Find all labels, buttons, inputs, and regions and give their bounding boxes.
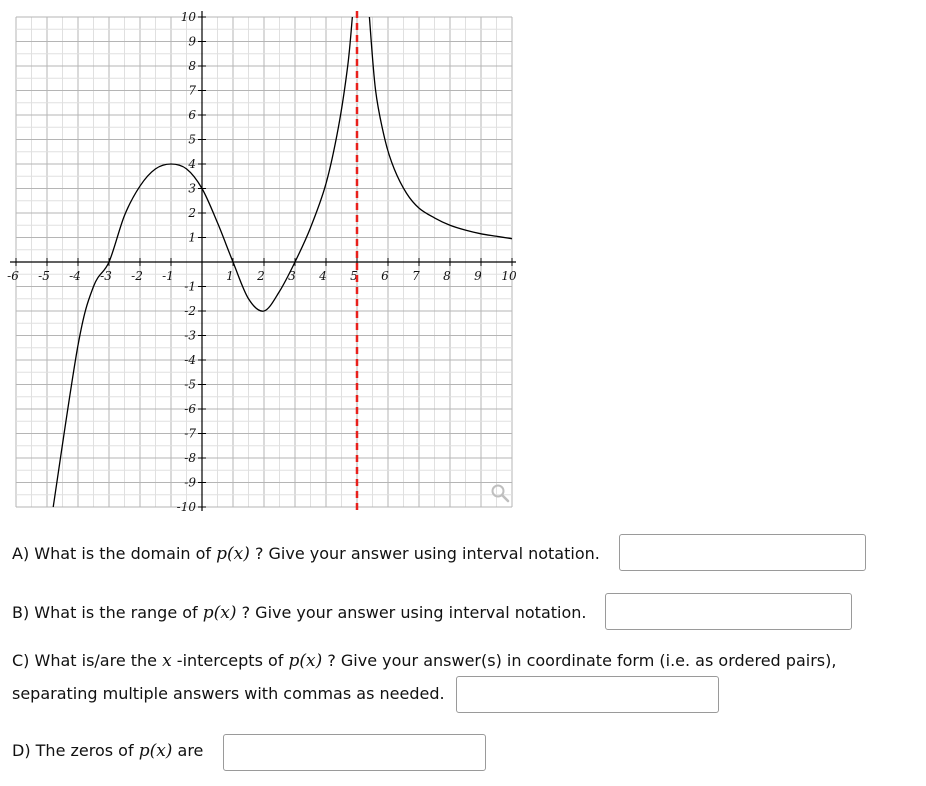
question-c-line2: separating multiple answers with commas as needed. <box>12 684 445 703</box>
x-tick-label: -6 <box>7 269 19 283</box>
x-tick-label: 8 <box>443 269 451 283</box>
y-tick-label: 7 <box>188 83 196 98</box>
x-tick-label: 7 <box>412 269 420 283</box>
question-a <box>12 544 600 564</box>
y-tick-label: 5 <box>188 132 196 147</box>
y-tick-label: -1 <box>184 279 196 294</box>
range-answer-input[interactable] <box>605 593 852 630</box>
y-tick-label: -2 <box>184 304 196 318</box>
y-tick-label: -3 <box>184 328 196 343</box>
question-d-math: p(x) <box>138 741 173 761</box>
question-c <box>12 651 836 671</box>
question-b <box>12 603 586 623</box>
question-a-prefix: A) What is the domain of <box>12 544 217 563</box>
y-tick-label: -6 <box>184 402 196 416</box>
y-tick-label: 3 <box>188 181 196 196</box>
x-tick-label: 1 <box>226 269 234 283</box>
question-b-math: p(x) <box>202 603 237 623</box>
curve-right-branch <box>369 17 512 239</box>
domain-answer-input[interactable] <box>619 534 866 571</box>
question-b-suffix: ? Give your answer using interval notation. <box>236 603 587 622</box>
x-tick-label: 5 <box>350 269 358 283</box>
question-d-suffix: are <box>172 741 204 760</box>
question-d-prefix: D) The zeros of <box>12 741 139 760</box>
x-tick-label: -3 <box>100 269 112 283</box>
y-tick-label: 10 <box>180 10 196 24</box>
question-c-middle: -intercepts of <box>171 651 289 670</box>
y-tick-label: -7 <box>184 426 196 441</box>
x-tick-label: -2 <box>131 269 143 283</box>
question-c-prefix: C) What is/are the <box>12 651 163 670</box>
x-tick-label: 2 <box>257 269 265 283</box>
question-a-math: p(x) <box>216 544 250 564</box>
x-tick-label: 4 <box>319 269 327 283</box>
y-tick-label: -4 <box>184 353 196 367</box>
x-tick-label: 10 <box>501 269 517 283</box>
y-tick-label: -9 <box>184 475 196 490</box>
x-tick-label: -1 <box>162 269 174 283</box>
magnifier-icon[interactable] <box>493 486 509 502</box>
y-tick-label: 9 <box>188 34 196 49</box>
question-c-suffix: ? Give your answer(s) in coordinate form (i.e. as ordered pairs), <box>322 651 837 670</box>
question-d <box>12 741 203 761</box>
x-tick-label: 9 <box>474 269 482 283</box>
y-tick-label: 8 <box>188 59 196 73</box>
y-tick-label: -10 <box>176 500 196 514</box>
question-c-var: x <box>162 651 172 671</box>
x-tick-label: -5 <box>38 269 50 283</box>
question-a-suffix: ? Give your answer using interval notation. <box>249 544 600 563</box>
x-tick-label: -4 <box>69 269 81 283</box>
y-tick-label: 4 <box>188 157 196 171</box>
question-b-prefix: B) What is the range of <box>12 603 203 622</box>
y-tick-label: -5 <box>184 377 196 392</box>
question-c-math: p(x) <box>288 651 323 671</box>
y-tick-label: 6 <box>188 108 196 122</box>
y-tick-label: -8 <box>184 451 196 465</box>
y-tick-label: 2 <box>188 206 196 220</box>
x-tick-label: 3 <box>288 269 296 283</box>
x-tick-label: 6 <box>381 269 389 283</box>
axes <box>10 11 516 511</box>
zeros-answer-input[interactable] <box>223 734 486 771</box>
y-tick-label: 1 <box>188 230 196 245</box>
x-intercepts-answer-input[interactable] <box>456 676 719 713</box>
